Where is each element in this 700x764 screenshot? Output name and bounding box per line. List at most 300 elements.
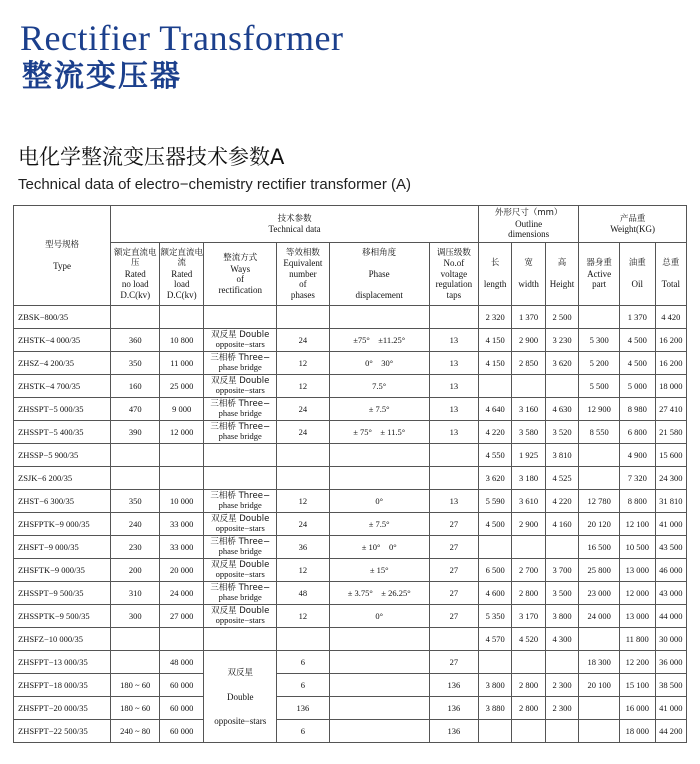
ways-line: Double	[226, 691, 254, 702]
cell-current	[160, 444, 204, 467]
cell-phases: 6	[277, 651, 329, 674]
header-ways: 整流方式 Ways of rectification	[204, 243, 277, 306]
ways-line: opposite−stars	[215, 523, 265, 533]
cell-length: 4 570	[478, 628, 511, 651]
cell-ways	[204, 582, 277, 605]
cell-active: 12 780	[579, 490, 620, 513]
cell-current: 48 000	[160, 651, 204, 674]
cell-taps	[429, 467, 478, 490]
ways-line: 三相桥 Three−	[210, 490, 271, 501]
cell-type: ZHSTK−4 000/35	[14, 329, 111, 352]
ways-line: 三相桥 Three−	[210, 582, 271, 593]
cell-oil: 4 500	[620, 352, 656, 375]
cell-voltage	[111, 467, 160, 490]
cell-voltage: 240	[111, 513, 160, 536]
cell-total: 15 600	[655, 444, 686, 467]
cell-taps	[429, 444, 478, 467]
cell-ways	[204, 306, 277, 329]
cell-width: 2 850	[512, 352, 545, 375]
cell-total: 30 000	[655, 628, 686, 651]
cell-type: ZHSSP−5 900/35	[14, 444, 111, 467]
cell-taps: 27	[429, 582, 478, 605]
table-row	[14, 605, 687, 628]
cell-taps: 27	[429, 605, 478, 628]
cell-ways-merged	[204, 651, 277, 743]
cell-voltage: 390	[111, 421, 160, 444]
cell-shift: ± 75° ± 11.5°	[329, 421, 429, 444]
cell-height: 2 500	[545, 306, 578, 329]
cell-width: 3 160	[512, 398, 545, 421]
ways-line: phase bridge	[218, 408, 262, 418]
cell-active: 5 200	[579, 352, 620, 375]
cell-taps: 136	[429, 720, 478, 743]
cell-total: 44 000	[655, 605, 686, 628]
cell-type: ZHSTK−4 700/35	[14, 375, 111, 398]
ways-line: 三相桥 Three−	[210, 421, 271, 432]
cell-current: 60 000	[160, 674, 204, 697]
cell-height: 4 300	[545, 628, 578, 651]
ways-line: opposite−stars	[215, 339, 265, 349]
cell-length: 4 220	[478, 421, 511, 444]
cell-active: 24 000	[579, 605, 620, 628]
cell-total: 27 410	[655, 398, 686, 421]
cell-height: 4 160	[545, 513, 578, 536]
cell-length: 4 550	[478, 444, 511, 467]
cell-height: 3 520	[545, 421, 578, 444]
table-row	[14, 536, 687, 559]
cell-length: 5 590	[478, 490, 511, 513]
cell-phases: 12	[277, 605, 329, 628]
cell-shift: 7.5°	[329, 375, 429, 398]
cell-shift	[329, 306, 429, 329]
cell-phases: 36	[277, 536, 329, 559]
cell-height: 3 230	[545, 329, 578, 352]
cell-current: 60 000	[160, 720, 204, 743]
ways-line: 双反星 Double	[211, 513, 270, 524]
cell-height	[545, 651, 578, 674]
cell-ways	[204, 628, 277, 651]
cell-length	[478, 536, 511, 559]
ways-line: phase bridge	[218, 362, 262, 372]
cell-total: 21 580	[655, 421, 686, 444]
header-current: 额定直流电流 Rated load D.C(kv)	[160, 243, 204, 306]
cell-length	[478, 375, 511, 398]
cell-height: 3 700	[545, 559, 578, 582]
section-title-chinese: 电化学整流变压器技术参数A	[18, 145, 285, 169]
cell-type: ZHSFPT−20 000/35	[14, 697, 111, 720]
cell-phases: 24	[277, 513, 329, 536]
cell-shift	[329, 628, 429, 651]
cell-current	[160, 306, 204, 329]
cell-taps: 27	[429, 536, 478, 559]
cell-voltage	[111, 306, 160, 329]
cell-oil: 13 000	[620, 605, 656, 628]
cell-type: ZHSSPTK−9 500/35	[14, 605, 111, 628]
cell-width: 1 370	[512, 306, 545, 329]
cell-current: 27 000	[160, 605, 204, 628]
cell-height: 3 800	[545, 605, 578, 628]
cell-shift: 0°	[329, 605, 429, 628]
cell-active	[579, 697, 620, 720]
cell-voltage: 350	[111, 352, 160, 375]
cell-oil: 4 900	[620, 444, 656, 467]
cell-active: 16 500	[579, 536, 620, 559]
cell-voltage: 310	[111, 582, 160, 605]
ways-line: 双反星 Double	[211, 559, 270, 570]
cell-taps: 27	[429, 651, 478, 674]
cell-total: 43 000	[655, 582, 686, 605]
cell-total: 16 200	[655, 352, 686, 375]
cell-oil: 12 100	[620, 513, 656, 536]
cell-type: ZHSFPT−18 000/35	[14, 674, 111, 697]
cell-total: 4 420	[655, 306, 686, 329]
cell-type: ZHSSPT−5 400/35	[14, 421, 111, 444]
ways-line: 双反星 Double	[211, 375, 270, 386]
cell-voltage: 350	[111, 490, 160, 513]
table-row	[14, 559, 687, 582]
ways-line: 双反星	[227, 667, 253, 678]
cell-active: 23 000	[579, 582, 620, 605]
cell-oil: 13 000	[620, 559, 656, 582]
cell-shift: ± 7.5°	[329, 513, 429, 536]
cell-ways	[204, 467, 277, 490]
cell-current	[160, 628, 204, 651]
cell-voltage: 240 ~ 80	[111, 720, 160, 743]
header-weight: 产品重 Weight(KG)	[579, 206, 687, 243]
cell-type: ZHSFPTK−9 000/35	[14, 513, 111, 536]
cell-voltage: 300	[111, 605, 160, 628]
cell-active: 5 500	[579, 375, 620, 398]
cell-ways	[204, 375, 277, 398]
cell-type: ZHSFPT−13 000/35	[14, 651, 111, 674]
cell-height: 2 300	[545, 674, 578, 697]
cell-oil: 12 000	[620, 582, 656, 605]
cell-height: 3 620	[545, 352, 578, 375]
cell-total: 31 810	[655, 490, 686, 513]
cell-oil: 16 000	[620, 697, 656, 720]
cell-type: ZSJK−6 200/35	[14, 467, 111, 490]
cell-type: ZHSZ−4 200/35	[14, 352, 111, 375]
section-title: Technical data of electro−chemistry rectifier transformer (A)	[18, 176, 412, 193]
cell-taps: 13	[429, 421, 478, 444]
cell-width	[512, 651, 545, 674]
cell-taps	[429, 306, 478, 329]
cell-oil: 12 200	[620, 651, 656, 674]
cell-taps: 136	[429, 697, 478, 720]
cell-height: 4 630	[545, 398, 578, 421]
cell-voltage: 180 ~ 60	[111, 697, 160, 720]
header-phases: 等效相数 Equivalent number of phases	[277, 243, 329, 306]
cell-active: 5 300	[579, 329, 620, 352]
ways-line: phase bridge	[218, 500, 262, 510]
cell-active: 18 300	[579, 651, 620, 674]
ways-line: phase bridge	[218, 546, 262, 556]
table-row	[14, 697, 687, 720]
cell-length	[478, 651, 511, 674]
cell-ways	[204, 490, 277, 513]
header-technical-data: 技术参数 Technical data	[111, 206, 479, 243]
cell-length	[478, 720, 511, 743]
cell-taps	[429, 628, 478, 651]
cell-length: 5 350	[478, 605, 511, 628]
cell-width: 3 580	[512, 421, 545, 444]
cell-length: 4 640	[478, 398, 511, 421]
cell-length: 2 320	[478, 306, 511, 329]
cell-shift	[329, 444, 429, 467]
cell-type: ZHSFPT−22 500/35	[14, 720, 111, 743]
cell-current: 11 000	[160, 352, 204, 375]
cell-phases: 136	[277, 697, 329, 720]
cell-total: 36 000	[655, 651, 686, 674]
cell-length: 4 500	[478, 513, 511, 536]
page-title: Rectifier Transformer	[20, 18, 344, 58]
cell-width: 2 800	[512, 582, 545, 605]
cell-active: 20 120	[579, 513, 620, 536]
cell-oil: 6 800	[620, 421, 656, 444]
cell-phases: 24	[277, 398, 329, 421]
table-row	[14, 674, 687, 697]
cell-oil: 15 100	[620, 674, 656, 697]
cell-shift	[329, 467, 429, 490]
cell-voltage: 180 ~ 60	[111, 674, 160, 697]
cell-voltage: 470	[111, 398, 160, 421]
cell-total: 43 500	[655, 536, 686, 559]
cell-voltage: 160	[111, 375, 160, 398]
cell-ways	[204, 352, 277, 375]
ways-line: phase bridge	[218, 431, 262, 441]
ways-line: opposite−stars	[215, 385, 265, 395]
cell-oil: 11 800	[620, 628, 656, 651]
cell-length: 3 620	[478, 467, 511, 490]
cell-active: 20 100	[579, 674, 620, 697]
cell-oil: 1 370	[620, 306, 656, 329]
table-row	[14, 306, 687, 329]
cell-phases	[277, 306, 329, 329]
cell-shift	[329, 674, 429, 697]
ways-line: 三相桥 Three−	[210, 352, 271, 363]
cell-total: 44 200	[655, 720, 686, 743]
cell-height	[545, 375, 578, 398]
cell-width: 2 800	[512, 674, 545, 697]
header-voltage: 额定直流电压 Rated no load D.C(kv)	[111, 243, 160, 306]
cell-shift: ± 3.75° ± 26.25°	[329, 582, 429, 605]
cell-height	[545, 536, 578, 559]
table-row	[14, 421, 687, 444]
cell-current: 33 000	[160, 536, 204, 559]
cell-phases: 48	[277, 582, 329, 605]
cell-ways	[204, 536, 277, 559]
cell-total: 41 000	[655, 513, 686, 536]
cell-current: 10 800	[160, 329, 204, 352]
cell-phases: 24	[277, 421, 329, 444]
cell-phases: 12	[277, 352, 329, 375]
cell-active	[579, 467, 620, 490]
header-type: 型号规格 Type	[14, 206, 111, 306]
cell-oil: 5 000	[620, 375, 656, 398]
table-row	[14, 582, 687, 605]
cell-ways	[204, 444, 277, 467]
cell-ways	[204, 398, 277, 421]
cell-taps: 27	[429, 513, 478, 536]
cell-length: 4 150	[478, 352, 511, 375]
cell-length: 4 600	[478, 582, 511, 605]
cell-active	[579, 306, 620, 329]
cell-taps: 13	[429, 398, 478, 421]
table-row	[14, 720, 687, 743]
cell-total: 46 000	[655, 559, 686, 582]
cell-phases	[277, 628, 329, 651]
table-row	[14, 329, 687, 352]
header-total: 总重 Total	[655, 243, 686, 306]
table-row	[14, 352, 687, 375]
cell-shift: ± 15°	[329, 559, 429, 582]
cell-phases: 6	[277, 674, 329, 697]
cell-ways	[204, 329, 277, 352]
ways-line: 双反星 Double	[211, 605, 270, 616]
cell-active: 8 550	[579, 421, 620, 444]
cell-taps: 13	[429, 375, 478, 398]
table-row	[14, 398, 687, 421]
cell-height: 3 500	[545, 582, 578, 605]
cell-width: 2 900	[512, 513, 545, 536]
cell-ways	[204, 421, 277, 444]
cell-shift: ±75° ±11.25°	[329, 329, 429, 352]
cell-active: 12 900	[579, 398, 620, 421]
cell-active	[579, 720, 620, 743]
cell-type: ZHST−6 300/35	[14, 490, 111, 513]
cell-ways	[204, 605, 277, 628]
ways-line: 三相桥 Three−	[210, 536, 271, 547]
cell-taps: 13	[429, 329, 478, 352]
cell-type: ZHSFZ−10 000/35	[14, 628, 111, 651]
cell-height	[545, 720, 578, 743]
cell-phases: 12	[277, 559, 329, 582]
cell-shift	[329, 697, 429, 720]
cell-height: 4 525	[545, 467, 578, 490]
header-height: 高 Height	[545, 243, 578, 306]
cell-voltage: 230	[111, 536, 160, 559]
cell-active: 25 800	[579, 559, 620, 582]
ways-line: opposite−stars	[215, 569, 265, 579]
cell-length: 3 800	[478, 674, 511, 697]
cell-current: 60 000	[160, 697, 204, 720]
ways-line: 三相桥 Three−	[210, 398, 271, 409]
header-width: 宽 width	[512, 243, 545, 306]
cell-total: 18 000	[655, 375, 686, 398]
cell-phases	[277, 444, 329, 467]
cell-ways	[204, 513, 277, 536]
table-row	[14, 490, 687, 513]
cell-current	[160, 467, 204, 490]
table-row	[14, 651, 687, 674]
cell-type: ZHSSPT−9 500/35	[14, 582, 111, 605]
ways-line: opposite−stars	[215, 615, 265, 625]
cell-width: 4 520	[512, 628, 545, 651]
cell-type: ZBSK−800/35	[14, 306, 111, 329]
cell-oil: 8 800	[620, 490, 656, 513]
cell-voltage: 200	[111, 559, 160, 582]
cell-type: ZHSSPT−5 000/35	[14, 398, 111, 421]
ways-line: opposite−stars	[214, 715, 267, 726]
cell-phases: 24	[277, 329, 329, 352]
cell-type: ZHSFTK−9 000/35	[14, 559, 111, 582]
cell-width	[512, 720, 545, 743]
cell-current: 10 000	[160, 490, 204, 513]
cell-phases	[277, 467, 329, 490]
header-oil: 油重 Oil	[620, 243, 656, 306]
header-active-part: 器身重 Active part	[579, 243, 620, 306]
cell-taps: 27	[429, 559, 478, 582]
cell-height: 3 810	[545, 444, 578, 467]
cell-phases: 12	[277, 375, 329, 398]
header-taps: 调压级数 No.of voltage regulation taps	[429, 243, 478, 306]
header-outline-dimensions: 外形尺寸（mm） Outline dimensions	[478, 206, 578, 243]
cell-total: 24 300	[655, 467, 686, 490]
cell-length: 4 150	[478, 329, 511, 352]
cell-current: 33 000	[160, 513, 204, 536]
cell-oil: 10 500	[620, 536, 656, 559]
technical-data-table	[13, 205, 687, 743]
cell-height: 4 220	[545, 490, 578, 513]
cell-total: 38 500	[655, 674, 686, 697]
cell-oil: 18 000	[620, 720, 656, 743]
cell-width: 2 900	[512, 329, 545, 352]
cell-width: 2 800	[512, 697, 545, 720]
cell-shift: 0°	[329, 490, 429, 513]
cell-total: 41 000	[655, 697, 686, 720]
cell-phases: 12	[277, 490, 329, 513]
cell-shift: ± 7.5°	[329, 398, 429, 421]
cell-ways	[204, 559, 277, 582]
cell-width: 3 610	[512, 490, 545, 513]
cell-width: 2 700	[512, 559, 545, 582]
table-row	[14, 375, 687, 398]
page-title-chinese: 整流变压器	[22, 59, 182, 94]
cell-current: 24 000	[160, 582, 204, 605]
cell-oil: 8 980	[620, 398, 656, 421]
cell-width: 1 925	[512, 444, 545, 467]
cell-shift: ± 10° 0°	[329, 536, 429, 559]
cell-length: 3 880	[478, 697, 511, 720]
cell-shift: 0° 30°	[329, 352, 429, 375]
cell-voltage	[111, 628, 160, 651]
ways-line: phase bridge	[218, 592, 262, 602]
table-row	[14, 444, 687, 467]
cell-total: 16 200	[655, 329, 686, 352]
cell-taps: 13	[429, 490, 478, 513]
cell-taps: 136	[429, 674, 478, 697]
cell-current: 12 000	[160, 421, 204, 444]
cell-voltage: 360	[111, 329, 160, 352]
cell-phases: 6	[277, 720, 329, 743]
cell-current: 25 000	[160, 375, 204, 398]
cell-shift	[329, 720, 429, 743]
header-length: 长 length	[478, 243, 511, 306]
ways-line: 双反星 Double	[211, 329, 270, 340]
cell-current: 9 000	[160, 398, 204, 421]
cell-taps: 13	[429, 352, 478, 375]
cell-voltage	[111, 651, 160, 674]
table-row	[14, 513, 687, 536]
cell-width	[512, 375, 545, 398]
cell-type: ZHSFT−9 000/35	[14, 536, 111, 559]
cell-active	[579, 444, 620, 467]
cell-oil: 4 500	[620, 329, 656, 352]
cell-width: 3 180	[512, 467, 545, 490]
cell-voltage	[111, 444, 160, 467]
table-row	[14, 467, 687, 490]
cell-oil: 7 320	[620, 467, 656, 490]
